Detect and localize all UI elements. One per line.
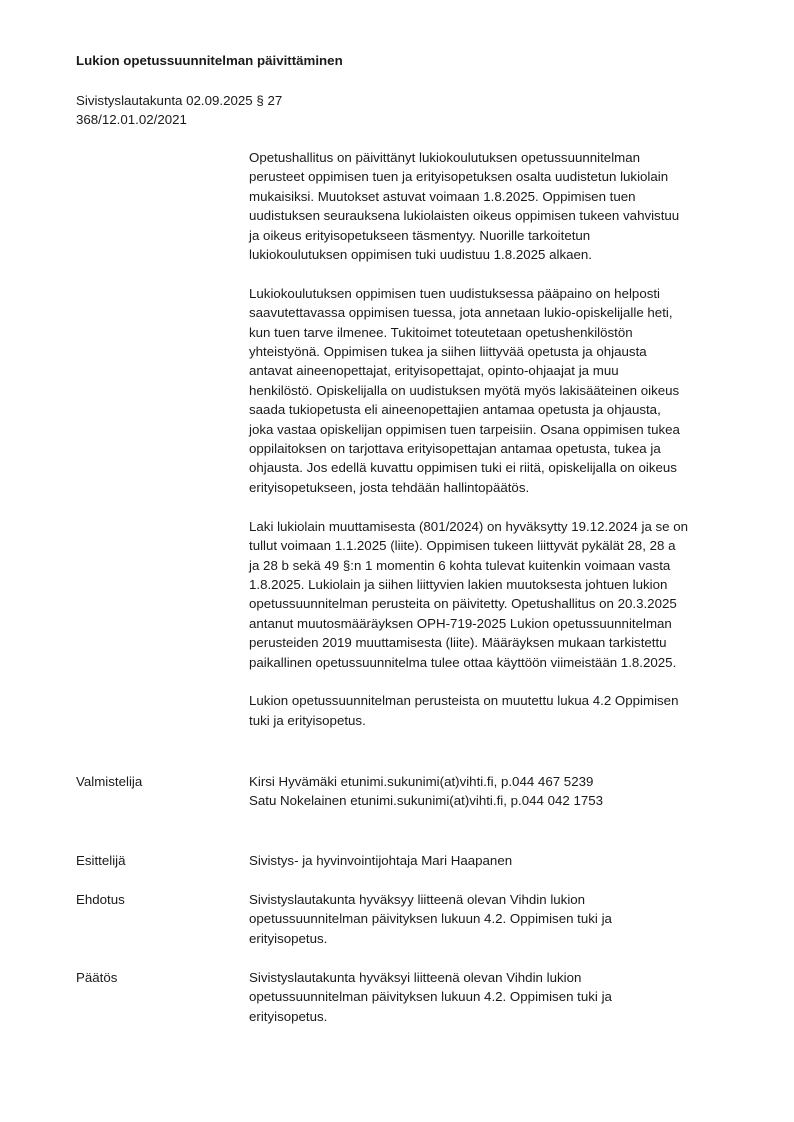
paragraph-line: joka vastaa opiskelijan oppimisen tuen tarpeisiin. Osana oppimisen tukea (249, 421, 680, 437)
paragraph-line: 1.8.2025. Lukiolain ja siihen liittyvien lakien muutoksesta johtuen lukion (249, 576, 668, 592)
paragraph-line: kun tuen tarve ilmenee. Tukitoimet toteutetaan opetushenkilöstön (249, 324, 633, 340)
paragraph-line: Laki lukiolain muuttamisesta (801/2024) on hyväksytty 19.12.2024 ja se on (249, 518, 689, 534)
paragraph-3 (249, 517, 739, 672)
meeting-reference: Sivistyslautakunta 02.09.2025 § 27 (76, 93, 283, 108)
valmistelija-label: Valmistelija (76, 774, 143, 789)
paragraph-line: henkilöstö. Opiskelijalla on uudistuksen myötä myös lakisääteinen oikeus (249, 382, 680, 398)
esittelija-text (249, 851, 739, 870)
paragraph-line: ja oikeus erityisopetukseen täsmentyy. Nuorille tarkoitetun (249, 227, 591, 243)
paragraph-line: oppilaitoksen on tarjottava erityisopettajan antamaa opetusta, tukea ja (249, 441, 661, 457)
meeting-meta (76, 91, 282, 129)
paragraph-line: tuki ja erityisopetus. (249, 712, 366, 728)
paragraph-line: antanut muutosmääräyksen OPH-719-2025 Lukion opetussuunnitelman (249, 615, 672, 631)
paatos-label: Päätös (76, 970, 118, 985)
proposal-line: erityisopetus. (249, 930, 328, 946)
paragraph-4 (249, 691, 739, 730)
paragraph-line: ja 28 b sekä 49 §:n 1 momentin 6 kohta tulevat kuitenkin voimaan vasta (249, 557, 671, 573)
document-body (249, 148, 739, 730)
paragraph-line: Lukion opetussuunnitelman perusteista on muutettu lukua 4.2 Oppimisen (249, 693, 679, 709)
paragraph-line: erityisopetukseen, josta tehdään hallintopäätös. (249, 479, 530, 495)
record-id: 368/12.01.02/2021 (76, 112, 187, 127)
paragraph-line: uudistuksen seurauksena lukiolaisten oikeus oppimisen tukeen vahvistuu (249, 208, 680, 224)
paragraph-line: yhteistyönä. Oppimisen tukea ja siihen liittyvää opetusta ja ohjausta (249, 344, 647, 360)
paragraph-line: perusteiden 2019 muuttamisesta (liite). Määräyksen mukaan tarkistettu (249, 635, 667, 651)
paragraph-2 (249, 284, 739, 497)
ehdotus-text (249, 890, 739, 948)
paragraph-line: Lukiokoulutuksen oppimisen tuen uudistuksessa pääpaino on helposti (249, 285, 661, 301)
contact-line: Kirsi Hyvämäki etunimi.sukunimi(at)vihti.fi, p.044 467 5239 (249, 774, 594, 789)
paragraph-line: mukaisiksi. Muutokset astuvat voimaan 1.8.2025. Oppimisen tuen (249, 188, 636, 204)
paragraph-line: tullut voimaan 1.1.2025 (liite). Oppimisen tukeen liittyvät pykälät 28, 28 a (249, 538, 676, 554)
esittelija-label: Esittelijä (76, 853, 126, 868)
paragraph-line: saavutettavassa oppimisen tuessa, jota annetaan lukio-opiskelijalle heti, (249, 305, 673, 321)
ehdotus-label: Ehdotus (76, 892, 125, 907)
paragraph-line: Opetushallitus on päivittänyt lukiokoulutuksen opetussuunnitelman (249, 150, 641, 165)
paragraph-line: antavat aineenopettajat, erityisopettajat, opinto-ohjaajat ja muu (249, 363, 619, 379)
paragraph-line: saada tukiopetusta eli aineenopettajien antamaa opetusta ja ohjausta, (249, 402, 661, 418)
paragraph-line: lukiokoulutuksen oppimisen tuki uudistuu 1.8.2025 alkaen. (249, 247, 592, 263)
decision-line: opetussuunnitelman päivityksen lukuun 4.2. Oppimisen tuki ja (249, 989, 612, 1005)
decision-line: Sivistyslautakunta hyväksyi liitteenä olevan Vihdin lukion (249, 970, 582, 985)
presenter-line: Sivistys- ja hyvinvointijohtaja Mari Haapanen (249, 853, 513, 868)
contact-line: Satu Nokelainen etunimi.sukunimi(at)vihti.fi, p.044 042 1753 (249, 793, 604, 809)
valmistelija-contacts (249, 772, 739, 811)
paragraph-line: ohjausta. Jos edellä kuvattu oppimisen tuki ei riitä, opiskelijalla on oikeus (249, 460, 677, 476)
proposal-line: Sivistyslautakunta hyväksyy liitteenä olevan Vihdin lukion (249, 892, 586, 907)
decision-line: erityisopetus. (249, 1008, 328, 1024)
paragraph-1 (249, 148, 739, 264)
paragraph-line: perusteet oppimisen tuen ja erityisopetuksen osalta uudistetun lukiolain (249, 169, 669, 185)
paragraph-line: paikallinen opetussuunnitelma tulee ottaa käyttöön viimeistään 1.8.2025. (249, 654, 677, 670)
document-title: Lukion opetussuunnitelman päivittäminen (76, 53, 343, 68)
paragraph-line: opetussuunnitelman perusteita on päivitetty. Opetushallitus on 20.3.2025 (249, 596, 677, 612)
paatos-text (249, 968, 739, 1026)
proposal-line: opetussuunnitelman päivityksen lukuun 4.2. Oppimisen tuki ja (249, 911, 612, 927)
